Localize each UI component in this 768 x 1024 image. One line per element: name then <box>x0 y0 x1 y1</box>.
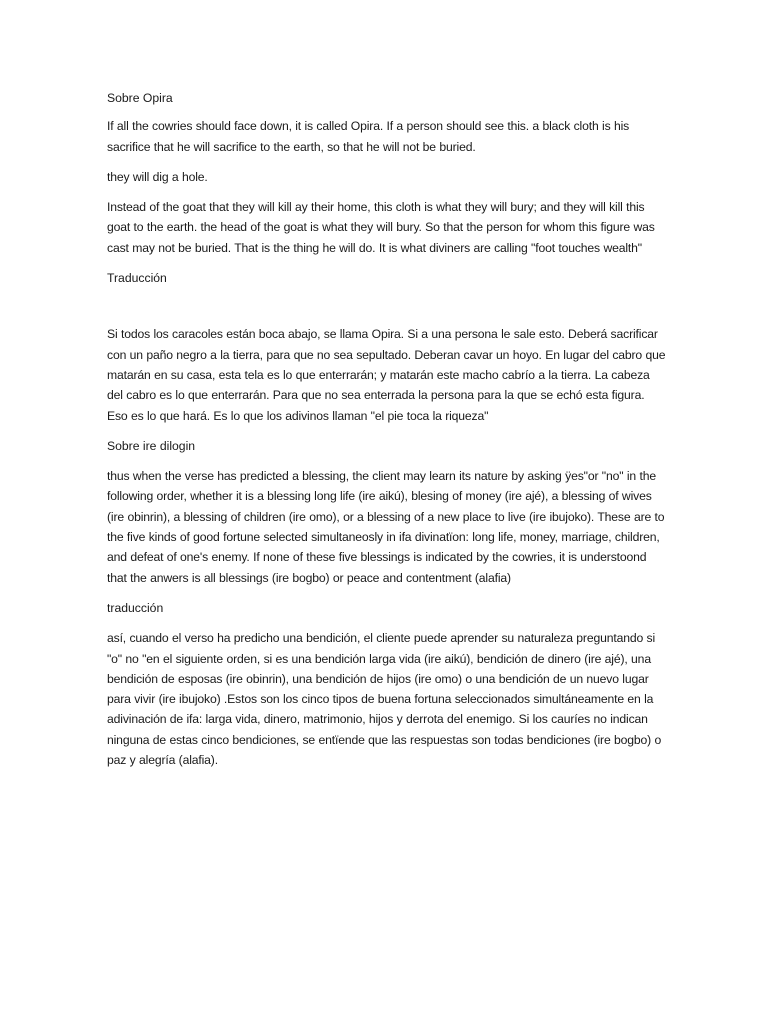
paragraph-translation-opira: Si todos los caracoles están boca abajo, se llama Opira. Si a una persona le sale esto. Deberá sacrificar con un paño negro a la tierra, para que no sea sepultado. Deberan cavar un hoyo. En lugar del cabro que matarán en su casa, esta tela es lo que enterrarán; y matarán este macho cabrío a la tierra. La cabeza del cabro es lo que enterrarán. Para que no sea enterrada la persona para la que se echó esta figura. Eso es lo que hará. Es lo que los adivinos llaman "el pie toca la riqueza" <box>107 327 666 423</box>
section-heading-ire-dilogin: Sobre ire dilogin <box>107 438 196 453</box>
paragraph-opira-intro: If all the cowries should face down, it is called Opira. If a person should see this. a black cloth is his sacrifice that he will sacrifice to the earth, so that he will not be buried. <box>107 119 630 154</box>
translation-heading-2: traducción <box>107 600 164 615</box>
spacer <box>107 157 667 167</box>
spacer <box>107 187 667 197</box>
paragraph-ire-blessings: thus when the verse has predicted a blessing, the client may learn its nature by asking ÿes"or "no" in the following order, whether it is a blessing long life (ire aikú), blesing of money (ire ajé), a blessing of wives (ire obinrin), a blessing of children (ire omo), or a blessing of a new place to live (ire ibujoko). These are to the five kinds of good fortune selected simultaneosly in ifa divinatïon: long life, money, marriage, children, and defeat of one's enemy. If none of these five blessings is indicated by the cowries, it is understoond that the anwers is all blessings (ire bogbo) or peace and contentment (alafia) <box>107 469 665 585</box>
paragraph-goat-cloth: Instead of the goat that they will kill ay their home, this cloth is what they will bury; and they will kill this goat to the earth. the head of the goat is what they will bury. So that the person for whom this figure was cast may not be buried. That is the thing he will do. It is what diviners are calling "foot touches wealth" <box>107 200 655 255</box>
spacer <box>107 456 667 466</box>
section-heading-opira: Sobre Opira <box>107 91 173 105</box>
translation-heading-1: Traducción <box>107 271 167 286</box>
paragraph-translation-ire: así, cuando el verso ha predicho una bendición, el cliente puede aprender su naturaleza preguntando si "o" no "en el siguiente orden, si es una bendición larga vida (ire aikú), bendición de dinero (ire ajé), una bendición de esposas (ire obinrin), una bendición de hijos (ire omo) o una bendición de un nuevo lugar para vivir (ire ibujoko) .Estos son los cinco tipos de buena fortuna seleccionados simultáneamente en la adivinación de ifa: larga vida, dinero, matrimonio, hijos y derrota del enemigo. Si los cauríes no indican ninguna de estas cinco bendiciones, se entïende que las respuestas son todas bendiciones (ire bogbo) o paz y alegría (alafia). <box>107 631 662 768</box>
spacer <box>107 588 667 598</box>
spacer <box>107 258 667 268</box>
spacer <box>107 426 667 436</box>
document-page <box>107 88 667 770</box>
paragraph-dig-hole: they will dig a hole. <box>107 169 208 184</box>
spacer <box>107 288 667 324</box>
spacer <box>107 618 667 628</box>
spacer <box>107 108 667 116</box>
